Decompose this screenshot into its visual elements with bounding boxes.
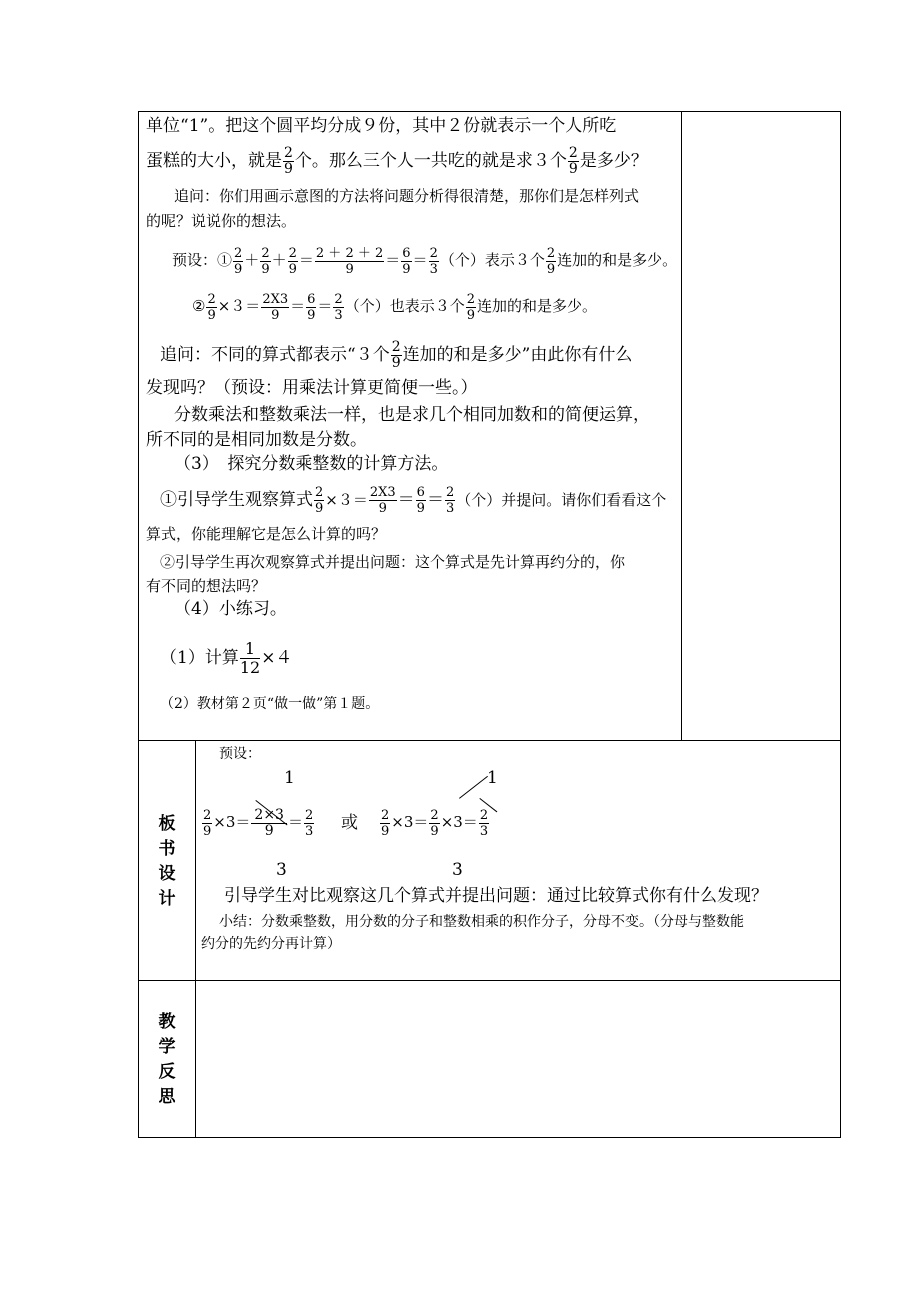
observe-step-1: ①引导学生观察算式 $\frac{2}{9}$ ×３＝ $\frac{2X3}{9}$ ＝ $\frac{6}{9}$ ＝ $\frac{2}{3}$ （个）并提问。请你们看看这个 — [160, 485, 667, 516]
label-column-divider — [195, 740, 196, 1138]
para-fraction-multiplication-cont: 所不同的是相同加数是分数。 — [146, 430, 367, 450]
top-cell-divider — [681, 111, 682, 740]
exercise-2: （2）教材第２页“做一做”第１题。 — [160, 696, 380, 712]
cancel-mark-bottom-1: 3 — [276, 860, 287, 880]
followup-question-2-cont: 发现吗？（预设：用乘法计算更简便一些。） — [146, 378, 478, 398]
board-or: 或 — [341, 813, 358, 833]
table-border-top — [138, 111, 841, 112]
board-summary: 小结：分数乘整数，用分数的分子和整数相乘的积作分子，分母不变。（分母与整数能 — [219, 914, 744, 930]
board-expression-1: $\frac{2}{9}$ ×3＝ $\frac{2\times 3}{9}$ ＝ $\frac{2}{3}$ — [203, 806, 314, 839]
followup-question-1: 追问：你们用画示意图的方法将问题分析得很清楚，那你们是怎样列式 — [174, 187, 640, 205]
exercise-1: （1）计算 $\frac{1}{12}$ ×４ — [160, 639, 293, 677]
fraction-2-9: $\frac{2}{9}$ — [284, 145, 293, 177]
preset-expression-1: 预设：① $\frac{2}{9}$ ＋ $\frac{2}{9}$ ＋ $\frac{2}{9}$ ＝ $\frac{2 + 2 + 2}{9}$ ＝ $\frac{6}{9}$ ＝ $\frac{2}{3}$ （个）表示３个 $\frac{2}{9}$ 连加的和是多少。 — [172, 245, 678, 277]
cancel-mark-top-1: 1 — [284, 768, 295, 788]
observe-step-2: ②引导学生再次观察算式并提出问题：这个算式是先计算再约分的，你 — [160, 553, 626, 571]
observe-step-1-cont: 算式，你能理解它是怎么计算的吗？ — [146, 525, 387, 543]
para-cake-size: 蛋糕的大小，就是 $\frac{2}{9}$ 个。那么三个人一共吃的就是求３个 $\frac{2}{9}$ 是多少？ — [146, 145, 648, 177]
preset-expression-2: ② $\frac{2}{9}$ ×３＝ $\frac{2X3}{9}$ ＝ $\frac{6}{9}$ ＝ $\frac{2}{3}$ （个）也表示３个 $\frac{2}{9}$ 连加的和是多少。 — [192, 291, 598, 323]
fraction-2-9: $\frac{2}{9}$ — [568, 145, 578, 177]
table-border-left — [138, 111, 139, 1138]
board-compare-question: 引导学生对比观察这几个算式并提出问题：通过比较算式你有什么发现？ — [224, 886, 768, 906]
followup-question-1-cont: 的呢？说说你的想法。 — [146, 212, 297, 230]
cancel-mark-top-2: 1 — [487, 768, 498, 788]
table-border-bottom — [138, 1137, 841, 1138]
reflection-label: 教 学 反 思 — [158, 1012, 176, 1107]
board-expression-2: $\frac{2}{9}$ ×3＝ $\frac{2}{9}$ ×3＝ $\frac{2}{3}$ — [381, 807, 489, 839]
row-divider-2 — [138, 980, 841, 981]
board-summary-cont: 约分的先约分再计算） — [201, 936, 341, 952]
followup-question-2: 追问：不同的算式都表示“３个 $\frac{2}{9}$ 连加的和是多少”由此你有什么 — [160, 339, 633, 371]
para-fraction-multiplication: 分数乘法和整数乘法一样，也是求几个相同加数和的简便运算， — [174, 405, 650, 425]
table-border-right — [840, 111, 841, 1138]
row-divider-1 — [138, 740, 841, 741]
board-design-label: 板 书 设 计 — [158, 814, 176, 909]
step-4-heading: （4）小练习。 — [174, 599, 287, 619]
step-3-heading: （3） 探究分数乘整数的计算方法。 — [174, 454, 449, 474]
para-unit-one: 单位“1”。把这个圆平均分成９份，其中２份就表示一个人所吃 — [146, 116, 617, 136]
cancel-slash-2 — [459, 776, 488, 799]
board-preset-label: 预设： — [219, 746, 261, 762]
observe-step-2-cont: 有不同的想法吗？ — [146, 577, 267, 595]
cancel-mark-bottom-2: 3 — [452, 860, 463, 880]
